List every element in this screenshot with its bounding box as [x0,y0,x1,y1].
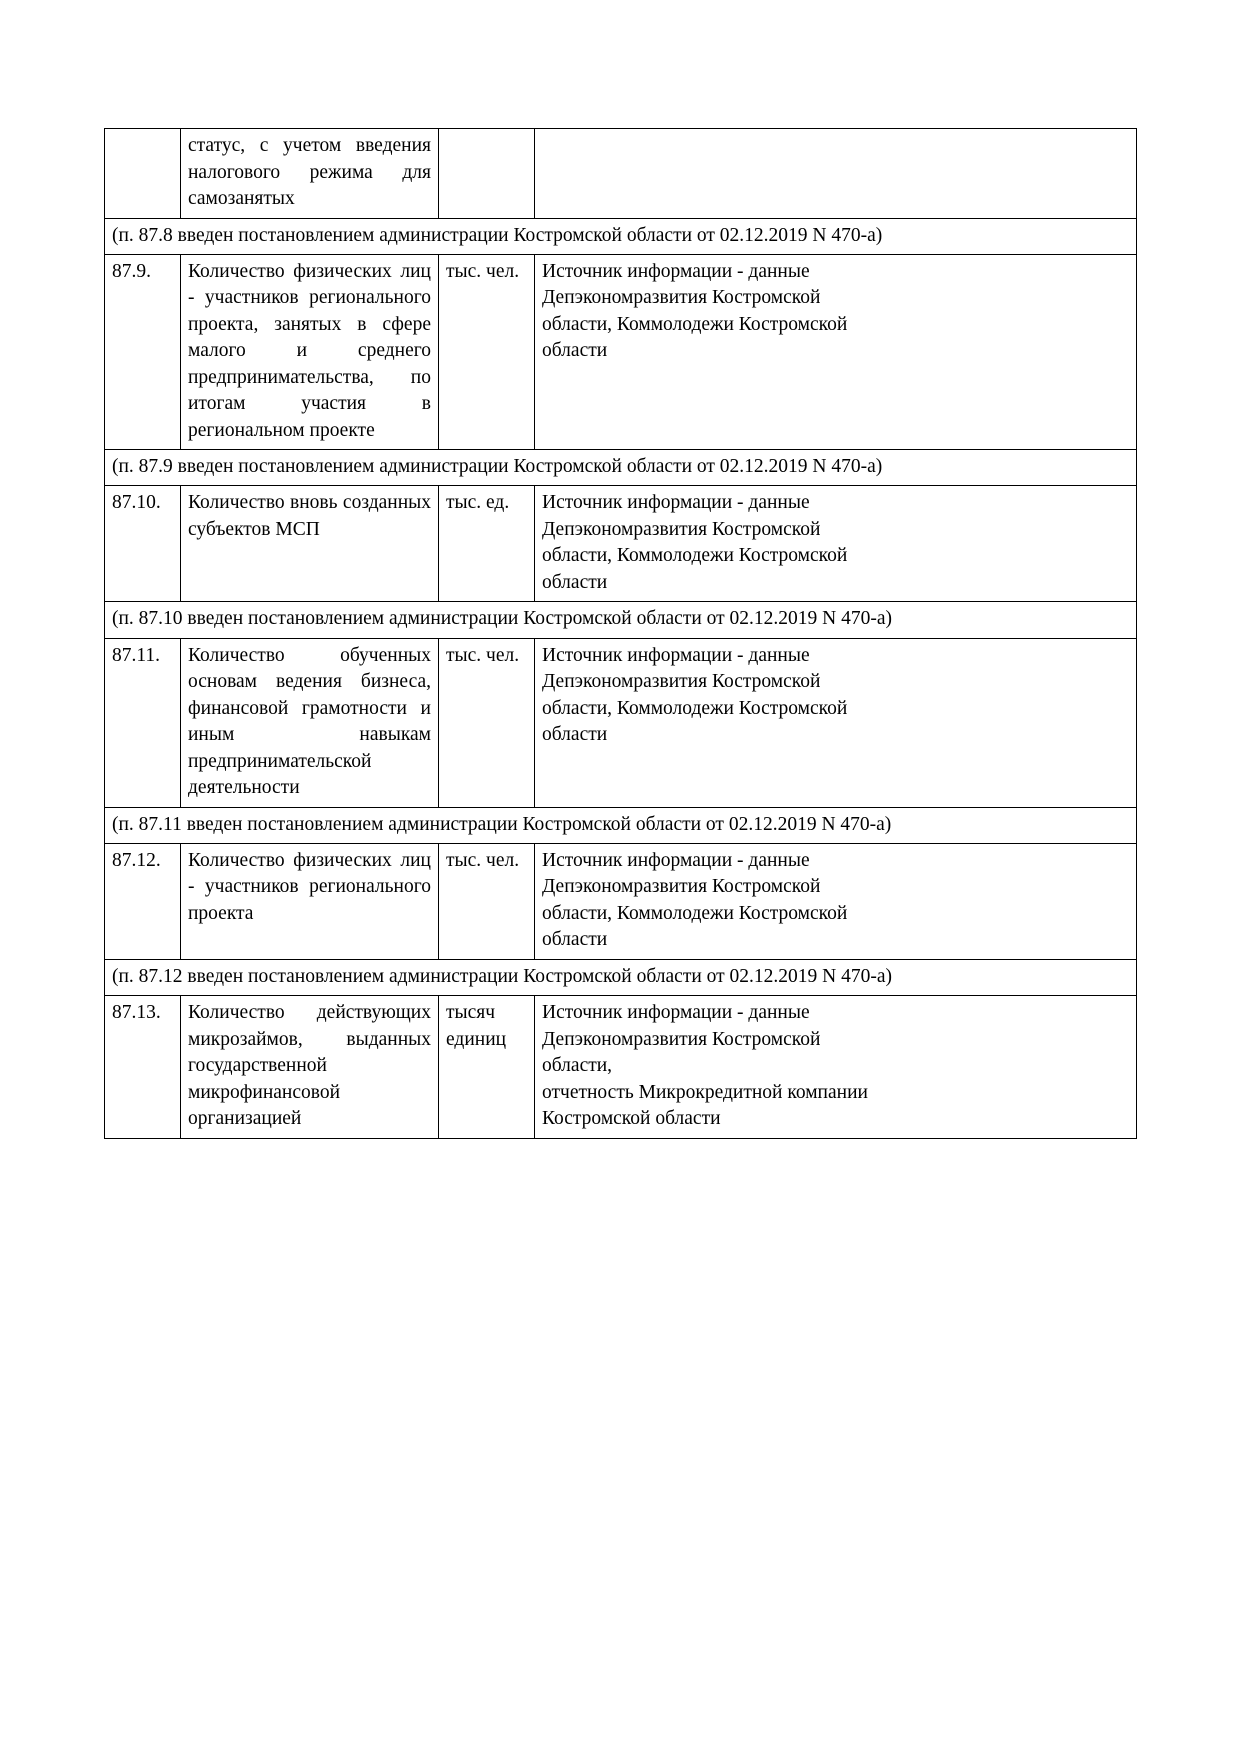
amendment-note: (п. 87.12 введен постановлением администрации Костромской области от 02.12.2019 N 470-а) [105,959,1137,995]
row-source [535,254,1137,450]
row-description [181,638,439,807]
table-note-row [105,450,1137,486]
table-row [105,254,1137,450]
row-source [535,843,1137,959]
source-line: Депэкономразвития Костромской [542,1028,821,1050]
row-number: 87.10. [105,486,181,602]
row-description-text: Количество физических лиц - участников регионального проекта [188,849,431,924]
row-source [535,996,1137,1139]
row-unit: тыс. ед. [439,486,535,602]
row-unit: тысяч единиц [439,996,535,1139]
source-line: Депэкономразвития Костромской [542,287,821,309]
source-line: Костромской области [542,1108,721,1130]
source-line: Депэкономразвития Костромской [542,671,821,693]
amendment-note: (п. 87.10 введен постановлением администрации Костромской области от 02.12.2019 N 470-а) [105,602,1137,638]
row-source [535,129,1137,219]
table-row [105,996,1137,1139]
row-unit: тыс. чел. [439,638,535,807]
table-row [105,638,1137,807]
source-line: области, Коммолодежи Костромской [542,902,848,924]
source-line: области [542,340,608,362]
row-description [181,254,439,450]
source-line: области [542,929,608,951]
source-line: Источник информации - данные [542,849,810,871]
source-line: Источник информации - данные [542,260,810,282]
row-unit [439,129,535,219]
row-description-text: Количество вновь созданных субъектов МСП [188,492,431,540]
source-line: области, Коммолодежи Костромской [542,545,848,567]
row-source [535,638,1137,807]
row-description [181,843,439,959]
source-line: области, Коммолодежи Костромской [542,697,848,719]
source-line: области [542,724,608,746]
amendment-note: (п. 87.11 введен постановлением администрации Костромской области от 02.12.2019 N 470-а) [105,807,1137,843]
source-line: Источник информации - данные [542,1002,810,1023]
source-line: отчетность Микрокредитной компании [542,1081,868,1103]
source-line: области, Коммолодежи Костромской [542,313,848,335]
row-description [181,129,439,219]
source-line: Депэкономразвития Костромской [542,876,821,898]
row-unit: тыс. чел. [439,843,535,959]
row-description-text: Количество действующих микрозаймов, выданных государственной микрофинансовой организацией [188,1002,431,1130]
row-number: 87.13. [105,996,181,1139]
amendment-note: (п. 87.9 введен постановлением администрации Костромской области от 02.12.2019 N 470-а) [105,450,1137,486]
table-note-row [105,959,1137,995]
row-description-text: статус, с учетом введения налогового режима для самозанятых [188,135,431,210]
row-number: 87.9. [105,254,181,450]
table-row [105,129,1137,219]
source-line: области [542,571,608,593]
source-line: Источник информации - данные [542,644,810,666]
amendment-note: (п. 87.8 введен постановлением администрации Костромской области от 02.12.2019 N 470-а) [105,218,1137,254]
indicators-table [104,128,1137,1139]
source-line: Источник информации - данные [542,492,810,514]
table-note-row [105,807,1137,843]
row-number: 87.11. [105,638,181,807]
row-description [181,996,439,1139]
table-row [105,486,1137,602]
row-description-text: Количество обученных основам ведения бизнеса, финансовой грамотности и иным навыкам предпринимательской деятельности [188,644,431,799]
row-unit: тыс. чел. [439,254,535,450]
table-note-row [105,602,1137,638]
row-number: 87.12. [105,843,181,959]
row-number [105,129,181,219]
row-description [181,486,439,602]
table-note-row [105,218,1137,254]
row-source [535,486,1137,602]
source-line: области, [542,1055,613,1077]
row-description-text: Количество физических лиц - участников регионального проекта, занятых в сфере малого и среднего предпринимательства, по итогам участия в региональном проекте [188,260,431,441]
source-line: Депэкономразвития Костромской [542,518,821,540]
table-row [105,843,1137,959]
